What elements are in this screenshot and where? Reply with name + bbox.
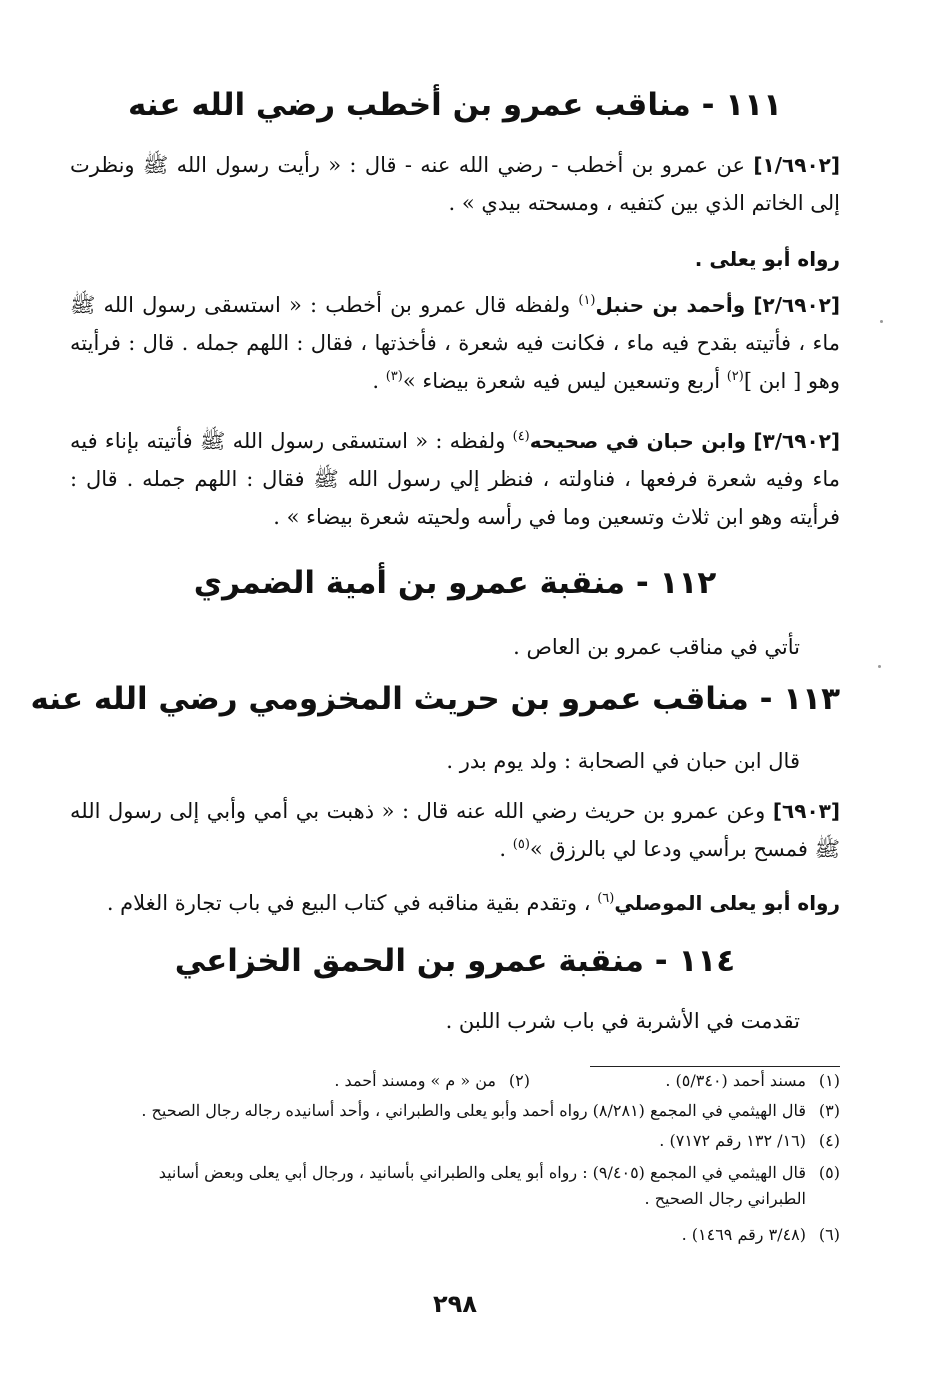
footnote-marker: (٣) [385,369,403,384]
footnote-6 [70,1222,840,1248]
section-heading-114: ١١٤ - منقبة عمرو بن الحمق الخزاعي [174,943,736,979]
hadith-text: عن عمرو بن أخطب - رضي الله عنه - قال : « رأيت رسول الله ﷺ ونظرت إلى الخاتم الذي بين كتفيه ، ومسحته بيدي » . [70,153,840,215]
footnote-number: (٣) [818,1101,840,1120]
footnote-marker: (٥) [512,837,530,852]
hadith-text: ولفظه قال عمرو بن أخطب : « استسقى رسول الله ﷺ ماء ، فأتيته بقدح فيه ماء ، فكانت فيه شعرة ، فأخذتها ، فقال : اللهم جمله . قال : فرأيته وهو [ ابن ] [70,293,840,393]
hadith-text: أربع وتسعين ليس فيه شعرة بيضاء » [402,369,721,393]
footnote-4 [70,1128,840,1154]
footnote-number: (٦) [818,1225,840,1244]
hadith-ref: [١/٦٩٠٢] [753,153,840,177]
hadith-text: وعن عمرو بن حريث رضي الله عنه قال : « ذهبت بي أمي وأبي إلى رسول الله ﷺ فمسح برأسي ودعا لي بالرزق » [70,799,840,861]
footnote-number: (٥) [818,1163,840,1182]
page-number: ٢٩٨ [433,1290,477,1318]
source-text: رواه أبو يعلى . [694,247,840,271]
book-page [30,0,840,1378]
hadith-text: . [372,369,379,393]
footnote-text: (١٦/ ١٣٢ رقم ٧١٧٢) . [659,1131,806,1150]
source-name: وابن حبان في صحيحه [529,429,747,453]
footnote-continuation: الطبراني رجال الصحيح . [644,1189,806,1208]
hadith-paragraph [70,146,840,222]
footnote-text: (٣/٤٨ رقم ١٤٦٩) . [681,1225,806,1244]
footnote-number: (٢) [508,1071,530,1090]
section-heading-112: ١١٢ - منقبة عمرو بن أمية الضمري [193,565,717,601]
section-heading-111: ١١١ - مناقب عمرو بن أخطب رضي الله عنه [127,87,783,123]
footnote-number: (١) [818,1071,840,1090]
scan-speck [880,320,883,323]
footnote-1 [530,1068,840,1094]
footnote-text: مسند أحمد (٥/٣٤٠) . [665,1071,806,1090]
cross-reference: تقدمت في الأشربة في باب شرب اللبن . [445,1009,800,1033]
note-paragraph: قال ابن حبان في الصحابة : ولد يوم بدر . [446,749,800,773]
footnote-5 [70,1160,840,1212]
hadith-paragraph [70,422,840,536]
hadith-ref: [٣/٦٩٠٢] [753,429,840,453]
footnote-marker: (٢) [726,369,744,384]
source-name: رواه أبو يعلى الموصلي [614,891,840,915]
hadith-ref: [٢/٦٩٠٢] [753,293,840,317]
footnote-marker: (٦) [597,891,615,906]
footnote-marker: (٤) [512,429,530,444]
hadith-text: ولفظه : « استسقى رسول الله ﷺ فأتيته بإناء فيه ماء وفيه شعرة فرفعها ، فناولته ، فنظر إلي رسول الله ﷺ فقال : اللهم جمله . قال : فرأيته وهو ابن ثلاث وتسعين وما في رأسه ولحيته شعرة بيضاء » . [70,429,840,529]
footnote-2 [220,1068,530,1094]
cross-reference: تأتي في مناقب عمرو بن العاص . [513,635,800,659]
footnote-marker: (١) [578,293,596,308]
section-heading-113: ١١٣ - مناقب عمرو بن حريث المخزومي رضي الله عنه [30,681,840,717]
footnote-separator [590,1066,840,1067]
footnote-3 [70,1098,840,1124]
scan-speck [878,665,881,668]
footnote-row [70,1068,840,1094]
source-text: ، وتقدم بقية مناقبه في كتاب البيع في باب تجارة الغلام . [106,891,591,915]
source-line [70,240,840,278]
footnote-text: قال الهيثمي في المجمع (٨/٢٨١) رواه أحمد وأبو يعلى والطبراني ، وأحد أسانيده رجاله رجال الصحيح . [141,1101,806,1120]
footnote-text: من « م » ومسند أحمد . [334,1071,496,1090]
source-name: وأحمد بن حنبل [595,293,746,317]
footnote-number: (٤) [818,1131,840,1150]
source-line [70,884,840,922]
hadith-paragraph [70,286,840,400]
footnote-text: قال الهيثمي في المجمع (٩/٤٠٥) : رواه أبو يعلى والطبراني بأسانيد ، ورجال أبي يعلى وبعض أسانيد [158,1163,806,1182]
hadith-paragraph [70,792,840,868]
hadith-text: . [499,837,507,861]
hadith-ref: [٦٩٠٣] [772,799,840,823]
